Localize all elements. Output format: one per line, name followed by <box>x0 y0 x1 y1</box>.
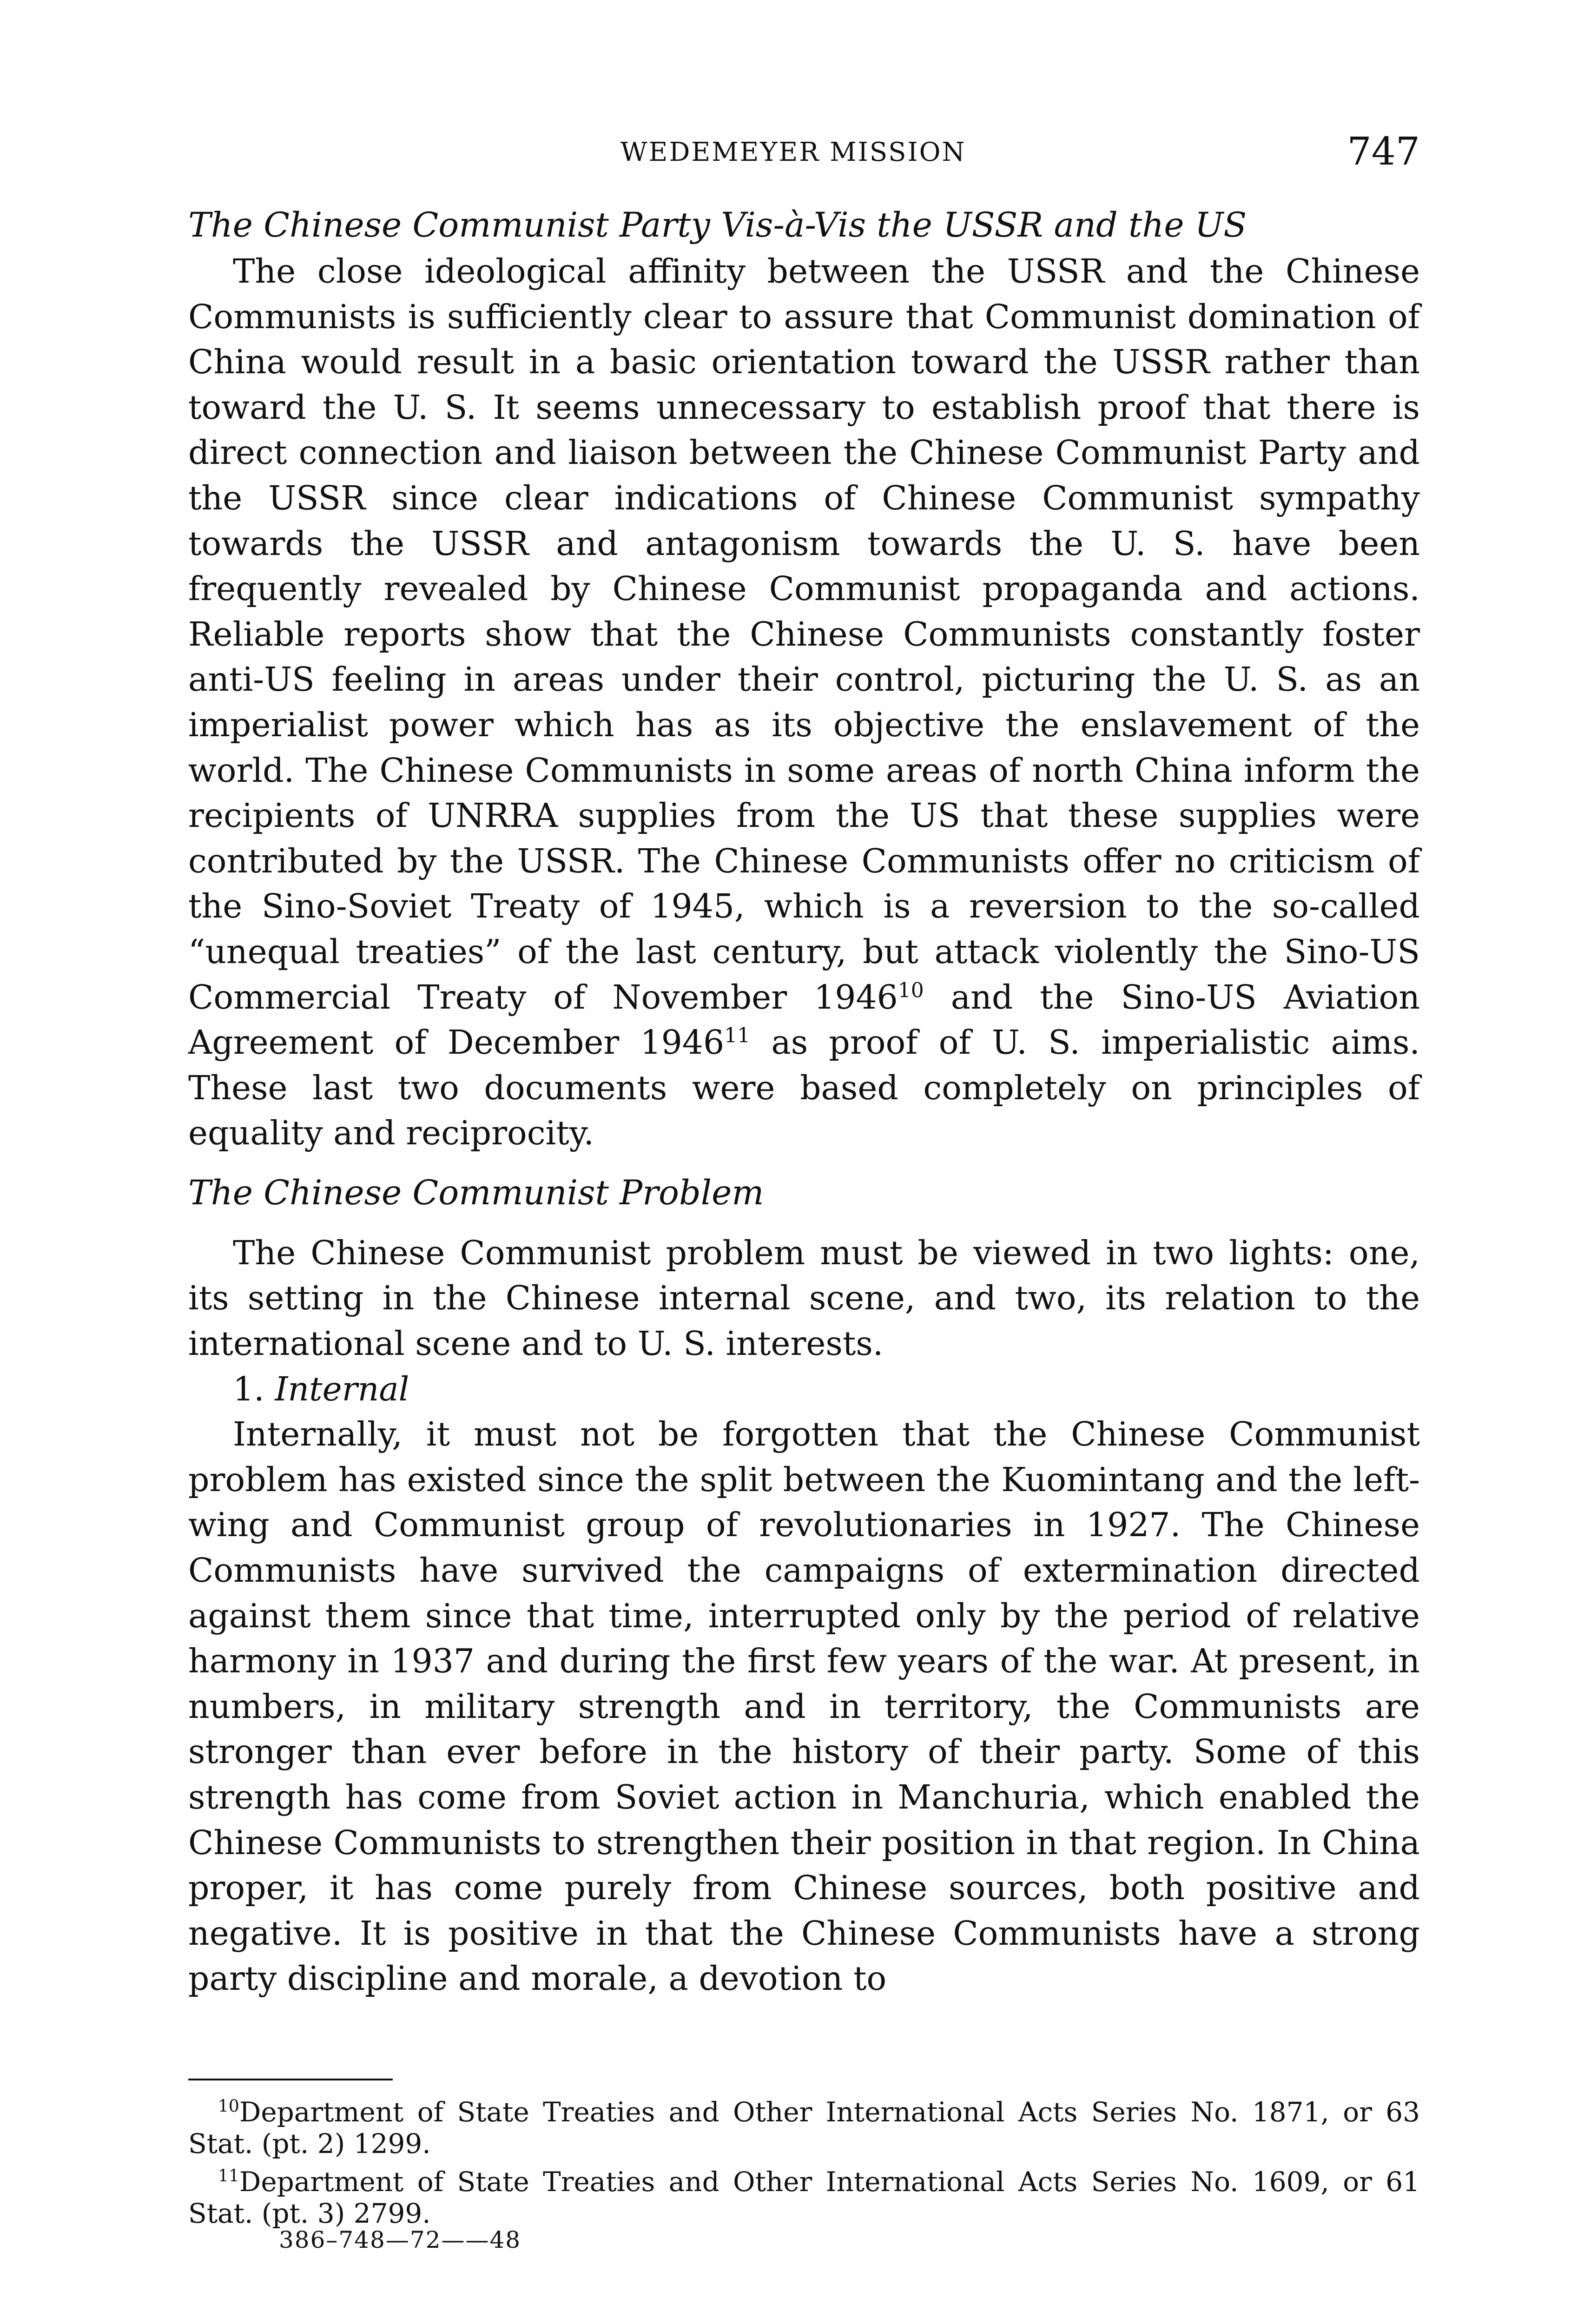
running-title: WEDEMEYER MISSION <box>620 137 966 167</box>
paragraph-text: and the Sino-US Aviation Agreement of December 1946 <box>188 977 1420 1062</box>
footnote-text: Department of State Treaties and Other International Acts Series No. 1871, or 63 Stat. (pt. 2) 1299. <box>188 2096 1420 2159</box>
footnote-text: Department of State Treaties and Other International Acts Series No. 1609, or 61 Stat. (pt. 3) 2799. <box>188 2166 1420 2229</box>
print-code: 386–748—72——48 <box>279 2226 521 2253</box>
paragraph-text: as proof of U. S. imperialistic aims. These last two documents were based completely on principles of equality and reciprocity. <box>188 1023 1420 1153</box>
subheading-title: Internal <box>275 1369 409 1408</box>
page-header <box>188 132 1420 184</box>
footnote-ref-11: 11 <box>724 1023 751 1048</box>
section-heading-communist-problem: The Chinese Communist Problem <box>188 1173 764 1213</box>
paragraph-two-lights: The Chinese Communist problem must be viewed in two lights: one, its setting in the Chinese internal scene, and two, its relation to the international scene and to U. S. interests. <box>188 1233 1420 1363</box>
subheading-internal <box>188 1367 1420 1412</box>
subheading-number: 1. <box>233 1369 264 1408</box>
footnote-10 <box>188 2096 1420 2159</box>
paragraph-ideological-affinity <box>188 249 1420 1156</box>
spacer <box>188 1216 1420 1230</box>
footnote-ref-10: 10 <box>898 978 924 1002</box>
paragraph-internal: Internally, it must not be forgotten that the Chinese Communist problem has existed since the split between the Kuomintang and the left-wing and Communist group of revolutionaries in 1927. The Chinese Communists have survived the campaigns of extermination directed against them since that time, interrupted only by the period of relative harmony in 1937 and during the first few years of the war. At present, in numbers, in military strength and in territory, the Communists are stronger than ever before in the history of their party. Some of this strength has come from Soviet action in Manchuria, which enabled the Chinese Communists to strengthen their position in that region. In China proper, it has come purely from Chinese sources, both positive and negative. It is positive in that the Chinese Communists have a strong party discipline and morale, a devotion to <box>188 1415 1420 1998</box>
body-text <box>188 202 1420 2001</box>
footnote-11 <box>188 2166 1420 2229</box>
footnote-divider <box>188 2079 393 2080</box>
footnote-marker: 11 <box>218 2166 239 2186</box>
footnotes <box>188 2096 1420 2236</box>
section-heading-ccp-vis-a-vis: The Chinese Communist Party Vis-à-Vis the USSR and the US <box>188 205 1247 245</box>
page-number: 747 <box>1347 130 1420 174</box>
footnote-marker: 10 <box>218 2097 239 2116</box>
paragraph-text: The close ideological affinity between the USSR and the Chinese Communists is sufficiently clear to assure that Communist domination of China would result in a basic orientation toward the USSR rather than toward the U. S. It seems unnecessary to establish proof that there is direct connection and liaison between the Chinese Communist Party and the USSR since clear indications of Chinese Communist sympathy towards the USSR and antagonism towards the U. S. have been frequently revealed by Chinese Communist propaganda and actions. Reliable reports show that the Chinese Communists constantly foster anti-US feeling in areas under their control, picturing the U. S. as an imperialist power which has as its objective the enslavement of the world. The Chinese Communists in some areas of north China inform the recipients of UNRRA supplies from the US that these supplies were contributed by the USSR. The Chinese Communists offer no criticism of the Sino-Soviet Treaty of 1945, which is a reversion to the so-called “unequal treaties” of the last century, but attack violently the Sino-US Commercial Treaty of November 1946 <box>188 252 1420 1017</box>
spacer <box>188 1156 1420 1170</box>
